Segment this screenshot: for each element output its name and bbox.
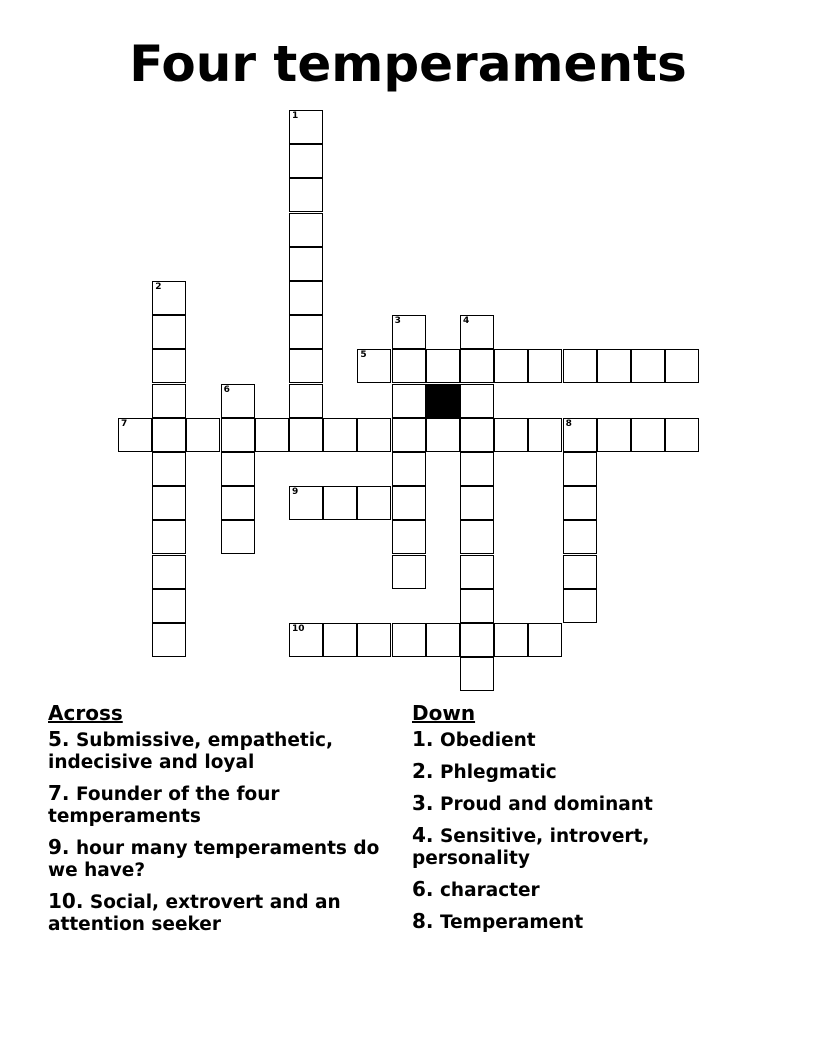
- crossword-cell[interactable]: [289, 384, 323, 418]
- page-title: Four temperaments: [129, 35, 687, 93]
- crossword-cell[interactable]: [426, 349, 460, 383]
- clue-number: 9.: [48, 835, 70, 859]
- crossword-cell[interactable]: [152, 418, 186, 452]
- crossword-cell[interactable]: [152, 589, 186, 623]
- clue-number-label: 6: [223, 384, 230, 395]
- crossword-cell[interactable]: [631, 418, 665, 452]
- crossword-cell[interactable]: [528, 418, 562, 452]
- crossword-cell[interactable]: [631, 349, 665, 383]
- crossword-cell[interactable]: [392, 349, 426, 383]
- crossword-cell[interactable]: [460, 418, 494, 452]
- clue-text: Temperament: [439, 912, 584, 933]
- crossword-cell[interactable]: [392, 418, 426, 452]
- crossword-cell[interactable]: [665, 349, 699, 383]
- crossword-cell[interactable]: [563, 486, 597, 520]
- clue-number-label: 3: [394, 316, 401, 327]
- clue-item: [48, 728, 393, 774]
- crossword-cell[interactable]: [460, 623, 494, 657]
- crossword-black-cell: [426, 384, 460, 418]
- crossword-cell[interactable]: [563, 452, 597, 486]
- crossword-cell[interactable]: [494, 418, 528, 452]
- crossword-cell[interactable]: [392, 315, 426, 349]
- clue-number-label: 10: [292, 624, 305, 634]
- crossword-cell[interactable]: [597, 418, 631, 452]
- clue-item: [412, 728, 757, 752]
- crossword-cell[interactable]: [289, 213, 323, 247]
- crossword-cell[interactable]: [289, 281, 323, 315]
- clue-number: 7.: [48, 781, 70, 805]
- crossword-cell[interactable]: [152, 315, 186, 349]
- crossword-cell[interactable]: [528, 623, 562, 657]
- clue-item: [412, 792, 757, 816]
- clue-number-label: 8: [565, 418, 572, 429]
- crossword-cell[interactable]: [460, 520, 494, 554]
- crossword-cell[interactable]: [460, 315, 494, 349]
- crossword-cell[interactable]: [152, 486, 186, 520]
- crossword-cell[interactable]: [392, 384, 426, 418]
- crossword-cell[interactable]: [494, 349, 528, 383]
- crossword-cell[interactable]: [563, 555, 597, 589]
- crossword-cell[interactable]: [289, 178, 323, 212]
- clue-number-label: 4: [463, 316, 470, 327]
- crossword-cell[interactable]: [460, 486, 494, 520]
- crossword-cell[interactable]: [221, 486, 255, 520]
- down-clues: [412, 700, 757, 942]
- crossword-cell[interactable]: [221, 452, 255, 486]
- clue-text: Founder of the four temperaments: [48, 784, 280, 827]
- crossword-cell[interactable]: [255, 418, 289, 452]
- crossword-cell[interactable]: [152, 281, 186, 315]
- clue-number: 10.: [48, 889, 84, 913]
- across-heading: Across: [48, 701, 123, 725]
- clue-text: Sensitive, introvert, personality: [412, 826, 650, 869]
- crossword-cell[interactable]: [289, 144, 323, 178]
- crossword-cell[interactable]: [221, 520, 255, 554]
- crossword-cell[interactable]: [460, 657, 494, 691]
- crossword-cell[interactable]: [221, 384, 255, 418]
- clue-number: 3.: [412, 791, 434, 815]
- crossword-cell[interactable]: [152, 349, 186, 383]
- crossword-cell[interactable]: [221, 418, 255, 452]
- crossword-cell[interactable]: [357, 623, 391, 657]
- crossword-cell[interactable]: [392, 452, 426, 486]
- clue-text: Social, extrovert and an attention seeker: [48, 892, 341, 935]
- clue-number-label: 5: [360, 350, 367, 361]
- clue-item: [412, 878, 757, 902]
- crossword-cell[interactable]: [426, 418, 460, 452]
- clue-text: Proud and dominant: [439, 794, 653, 815]
- crossword-cell[interactable]: [528, 349, 562, 383]
- crossword-cell[interactable]: [289, 110, 323, 144]
- crossword-cell[interactable]: [289, 349, 323, 383]
- crossword-cell[interactable]: [323, 623, 357, 657]
- crossword-cell[interactable]: [357, 418, 391, 452]
- clue-text: Phlegmatic: [439, 762, 557, 783]
- crossword-cell[interactable]: [460, 349, 494, 383]
- crossword-cell[interactable]: [563, 349, 597, 383]
- clue-number-label: 7: [121, 418, 128, 429]
- clue-number-label: 1: [292, 111, 299, 121]
- clue-number: 1.: [412, 727, 434, 751]
- crossword-cell[interactable]: [323, 418, 357, 452]
- down-heading: Down: [412, 701, 476, 725]
- crossword-cell[interactable]: [665, 418, 699, 452]
- crossword-cell[interactable]: [152, 452, 186, 486]
- clue-item: [48, 890, 393, 936]
- crossword-cell[interactable]: [289, 315, 323, 349]
- crossword-cell[interactable]: [357, 486, 391, 520]
- crossword-cell[interactable]: [460, 555, 494, 589]
- crossword-cell[interactable]: [392, 486, 426, 520]
- across-clues: [48, 700, 393, 944]
- crossword-cell[interactable]: [152, 520, 186, 554]
- crossword-cell[interactable]: [289, 418, 323, 452]
- clue-item: [412, 824, 757, 870]
- crossword-cell[interactable]: [563, 589, 597, 623]
- crossword-cell[interactable]: [494, 623, 528, 657]
- crossword-cell[interactable]: [460, 589, 494, 623]
- crossword-cell[interactable]: [357, 349, 391, 383]
- crossword-cell[interactable]: [392, 623, 426, 657]
- clue-item: [412, 760, 757, 784]
- crossword-cell[interactable]: [563, 418, 597, 452]
- crossword-cell[interactable]: [186, 418, 220, 452]
- clue-number: 4.: [412, 823, 434, 847]
- clue-text: hour many temperaments do we have?: [48, 838, 380, 881]
- crossword-cell[interactable]: [392, 555, 426, 589]
- clue-number: 5.: [48, 727, 70, 751]
- crossword-cell[interactable]: [152, 555, 186, 589]
- clue-number: 8.: [412, 909, 434, 933]
- crossword-cell[interactable]: [152, 384, 186, 418]
- clue-number-label: 9: [292, 487, 299, 498]
- clue-text: Obedient: [439, 730, 536, 751]
- crossword-cell[interactable]: [118, 418, 152, 452]
- crossword-cell[interactable]: [426, 623, 460, 657]
- crossword-cell[interactable]: [563, 520, 597, 554]
- clue-item: [48, 836, 393, 882]
- crossword-cell[interactable]: [289, 247, 323, 281]
- crossword-cell[interactable]: [323, 486, 357, 520]
- crossword-cell[interactable]: [289, 486, 323, 520]
- clue-number: 6.: [412, 877, 434, 901]
- clue-item: [412, 910, 757, 934]
- clue-number-label: 2: [155, 282, 162, 292]
- clue-item: [48, 782, 393, 828]
- crossword-cell[interactable]: [152, 623, 186, 657]
- crossword-cell[interactable]: [392, 520, 426, 554]
- clue-number: 2.: [412, 759, 434, 783]
- crossword-cell[interactable]: [460, 452, 494, 486]
- crossword-cell[interactable]: [289, 623, 323, 657]
- clue-text: character: [439, 880, 540, 901]
- crossword-cell[interactable]: [597, 349, 631, 383]
- crossword-cell[interactable]: [460, 384, 494, 418]
- clue-text: Submissive, empathetic, indecisive and loyal: [48, 730, 334, 773]
